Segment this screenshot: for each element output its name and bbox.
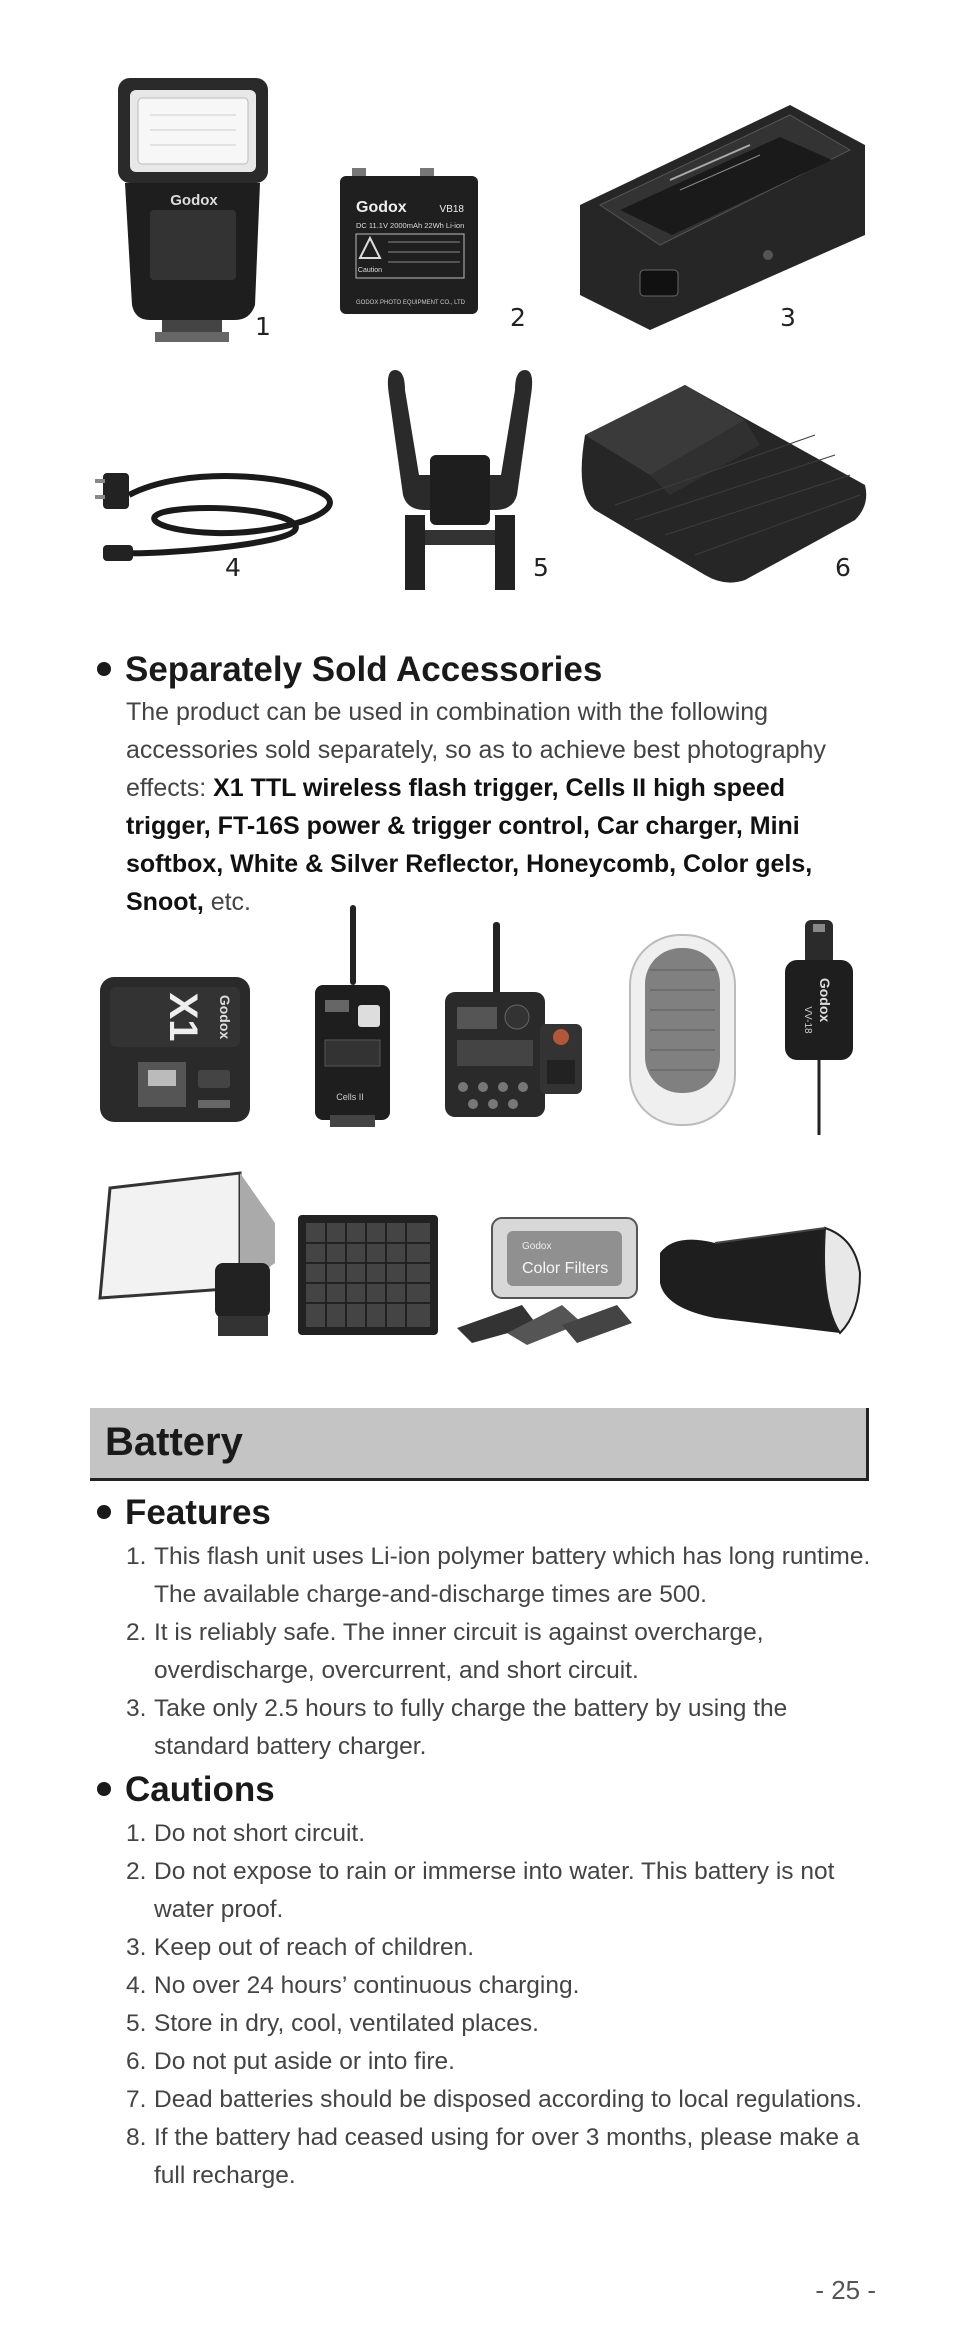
- list-item: 2. Do not expose to rain or immerse into water. This battery is not water proof.: [126, 1858, 835, 1923]
- x1-trigger-image: [100, 972, 255, 1127]
- caution-text: Keep out of reach of children.: [154, 1934, 475, 1961]
- battery-model-text: VB18: [439, 204, 464, 215]
- cautions-list: [126, 1815, 886, 2195]
- battery-maker-text: GODOX PHOTO EQUIPMENT CO., LTD: [356, 300, 466, 306]
- car-charger-brand-text: Godox: [817, 977, 833, 1023]
- caution-text: If the battery had ceased using for over 3 months, please make a full recharge.: [154, 2124, 860, 2189]
- list-item: 1. Do not short circuit.: [126, 1820, 366, 1847]
- honeycomb-image: [298, 1215, 443, 1340]
- list-item: 5. Store in dry, cool, ventilated places.: [126, 2010, 539, 2037]
- mini-softbox-image: [100, 1168, 280, 1343]
- bullet-icon: [97, 662, 111, 676]
- caution-text: No over 24 hours’ continuous charging.: [154, 1972, 580, 1999]
- filter-label-text: Color Filters: [522, 1260, 609, 1277]
- accessories-heading-text: Separately Sold Accessories: [125, 650, 603, 689]
- cells-ii-trigger-image: [310, 905, 395, 1130]
- accessories-description: [126, 693, 866, 921]
- battery-spec-text: DC 11.1V 2000mAh 22Wh Li-ion: [356, 221, 465, 230]
- filter-brand-text: Godox: [522, 1241, 552, 1252]
- accessories-heading: [97, 650, 602, 690]
- accessories-suffix: etc.: [203, 888, 252, 916]
- features-heading: [97, 1493, 271, 1533]
- component-label-6: 6: [835, 553, 851, 582]
- bullet-icon: [97, 1505, 111, 1519]
- component-label-3: 3: [780, 303, 796, 332]
- battery-caution-text: Caution: [357, 267, 383, 274]
- caution-text: Do not short circuit.: [154, 1820, 366, 1847]
- component-label-4: 4: [225, 553, 241, 582]
- color-filters-image: [452, 1213, 642, 1348]
- list-item: 3. Keep out of reach of children.: [126, 1934, 475, 1961]
- x1-label-text: X1: [161, 992, 205, 1042]
- list-item: 8. If the battery had ceased using for over 3 months, please make a full recharge.: [126, 2124, 860, 2189]
- list-item: 3. Take only 2.5 hours to fully charge the battery by using the standard battery charger.: [126, 1695, 788, 1760]
- battery-section-header: [90, 1408, 869, 1481]
- caution-text: Do not put aside or into fire.: [154, 2048, 455, 2075]
- component-label-2: 2: [510, 303, 526, 332]
- cautions-heading: [97, 1770, 275, 1810]
- list-item: 2. It is reliably safe. The inner circuit is against overcharge, overdischarge, overcurrent, and short circuit.: [126, 1619, 764, 1684]
- flash-brand-text: Godox: [170, 192, 218, 209]
- list-item: 1. This flash unit uses Li-ion polymer battery which has long runtime. The available charge-and-discharge times are 500.: [126, 1543, 871, 1608]
- ft16s-controller-image: [445, 922, 595, 1127]
- list-item: 7. Dead batteries should be disposed according to local regulations.: [126, 2086, 863, 2113]
- component-label-5: 5: [533, 553, 549, 582]
- carry-pouch-image: [575, 375, 870, 590]
- caution-text: Store in dry, cool, ventilated places.: [154, 2010, 539, 2037]
- cells-label-text: Cells II: [336, 1092, 364, 1102]
- features-list: [126, 1538, 886, 1766]
- list-item: 6. Do not put aside or into fire.: [126, 2048, 455, 2075]
- battery-brand-text: Godox: [356, 199, 407, 216]
- page-number: - 25 -: [815, 2275, 876, 2305]
- feature-text: It is reliably safe. The inner circuit is against overcharge, overdischarge, overcurrent, and short circuit.: [154, 1619, 764, 1684]
- car-charger-image: [775, 920, 865, 1140]
- caution-text: Dead batteries should be disposed according to local regulations.: [154, 2086, 863, 2113]
- mini-stand-image: [385, 365, 535, 595]
- accessories-items: X1 TTL wireless flash trigger, Cells II high speed trigger, FT-16S power & trigger control, Car charger, Mini softbox, White & Silver Reflector, Honeycomb, Color gels, Snoot,: [126, 774, 813, 916]
- features-heading-text: Features: [125, 1493, 271, 1532]
- bullet-icon: [97, 1782, 111, 1796]
- cautions-heading-text: Cautions: [125, 1770, 275, 1809]
- battery-image: [340, 168, 490, 323]
- battery-section-title: Battery: [105, 1420, 243, 1464]
- list-item: 4. No over 24 hours’ continuous charging.: [126, 1972, 580, 1999]
- flash-unit-image: [110, 70, 280, 345]
- x1-brand-text: Godox: [217, 994, 233, 1040]
- caution-text: Do not expose to rain or immerse into water. This battery is not water proof.: [154, 1858, 835, 1923]
- feature-text: This flash unit uses Li-ion polymer battery which has long runtime. The available charge-and-discharge times are 500.: [154, 1543, 871, 1608]
- accessories-intro: The product can be used in combination with the following accessories sold separately, so as to achieve best photography effects:: [126, 698, 826, 802]
- power-cable-image: [95, 455, 345, 570]
- snoot-image: [655, 1213, 865, 1348]
- component-label-1: 1: [255, 312, 271, 341]
- feature-text: Take only 2.5 hours to fully charge the battery by using the standard battery charger.: [154, 1695, 788, 1760]
- car-charger-model-text: VV-18: [802, 1006, 813, 1034]
- reflector-image: [625, 930, 740, 1130]
- battery-charger-image: [580, 105, 865, 340]
